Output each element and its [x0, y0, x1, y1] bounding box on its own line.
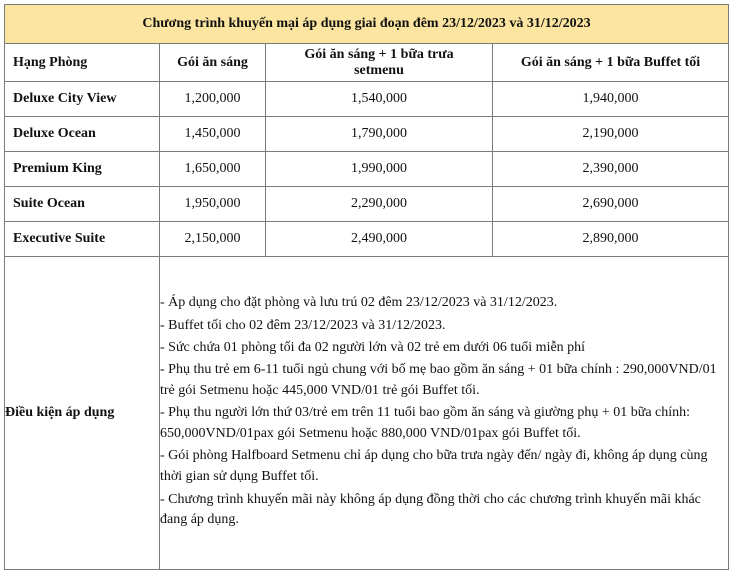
- condition-item: - Sức chứa 01 phòng tối đa 02 người lớn và 02 trẻ em dưới 06 tuổi miễn phí: [160, 339, 586, 355]
- condition-item: - Phụ thu người lớn thứ 03/trẻ em trên 11 tuổi bao gồm ăn sáng và giường phụ + 01 bữa chính: 650,000VND/01pax gói Setmenu hoặc 880,000 VND/01pax gói Buffet tối.: [160, 405, 691, 442]
- table-row: [5, 152, 729, 187]
- price-breakfast: 1,450,000: [160, 117, 266, 152]
- price-breakfast-lunch: 1,790,000: [266, 117, 493, 152]
- promotion-table: [4, 4, 729, 570]
- price-breakfast-buffet: 2,190,000: [493, 117, 729, 152]
- price-breakfast-lunch: 2,290,000: [266, 187, 493, 222]
- header-room-type: Hạng Phòng: [5, 44, 160, 82]
- price-breakfast-buffet: 2,890,000: [493, 222, 729, 257]
- condition-item: - Gói phòng Halfboard Setmenu chỉ áp dụng cho bữa trưa ngày đến/ ngày đi, không áp dụng cùng thời gian sử dụng Buffet tối.: [160, 448, 708, 485]
- table-row: [5, 117, 729, 152]
- header-breakfast-buffet-label: Gói ăn sáng + 1 bữa Buffet tối: [520, 54, 701, 70]
- price-breakfast: 2,150,000: [160, 222, 266, 257]
- room-name: Deluxe Ocean: [5, 117, 160, 152]
- header-breakfast-buffet: [493, 44, 729, 82]
- price-breakfast: 1,200,000: [160, 82, 266, 117]
- conditions-label: Điều kiện áp dụng: [5, 257, 160, 570]
- conditions-body: [160, 257, 729, 570]
- table-row: [5, 82, 729, 117]
- promotion-title: Chương trình khuyến mại áp dụng giai đoạn đêm 23/12/2023 và 31/12/2023: [5, 5, 729, 44]
- table-row: [5, 222, 729, 257]
- price-breakfast-lunch: 1,990,000: [266, 152, 493, 187]
- price-breakfast-buffet: 1,940,000: [493, 82, 729, 117]
- header-breakfast-lunch: [266, 44, 493, 82]
- conditions-row: [5, 257, 729, 570]
- room-name: Suite Ocean: [5, 187, 160, 222]
- price-breakfast: 1,950,000: [160, 187, 266, 222]
- price-breakfast: 1,650,000: [160, 152, 266, 187]
- condition-item: - Phụ thu trẻ em 6-11 tuổi ngủ chung với bố mẹ bao gồm ăn sáng + 01 bữa chính : 290,000VND/01 trẻ gói Setmenu hoặc 445,000 VND/01 trẻ gói Buffet tối.: [160, 362, 717, 399]
- header-breakfast-lunch-label: Gói ăn sáng + 1 bữa trưa setmenu: [304, 46, 454, 78]
- room-name: Premium King: [5, 152, 160, 187]
- price-breakfast-buffet: 2,690,000: [493, 187, 729, 222]
- table-row: [5, 187, 729, 222]
- condition-item: - Áp dụng cho đặt phòng và lưu trú 02 đêm 23/12/2023 và 31/12/2023.: [160, 295, 558, 311]
- room-name: Executive Suite: [5, 222, 160, 257]
- price-breakfast-buffet: 2,390,000: [493, 152, 729, 187]
- condition-item: - Buffet tối cho 02 đêm 23/12/2023 và 31/12/2023.: [160, 317, 446, 333]
- header-breakfast: Gói ăn sáng: [160, 44, 266, 82]
- conditions-list: [160, 293, 728, 531]
- condition-item: - Chương trình khuyến mãi này không áp dụng đồng thời cho các chương trình khuyến mãi khác đang áp dụng.: [160, 491, 701, 528]
- table-header-row: [5, 44, 729, 82]
- price-breakfast-lunch: 2,490,000: [266, 222, 493, 257]
- room-name: Deluxe City View: [5, 82, 160, 117]
- price-breakfast-lunch: 1,540,000: [266, 82, 493, 117]
